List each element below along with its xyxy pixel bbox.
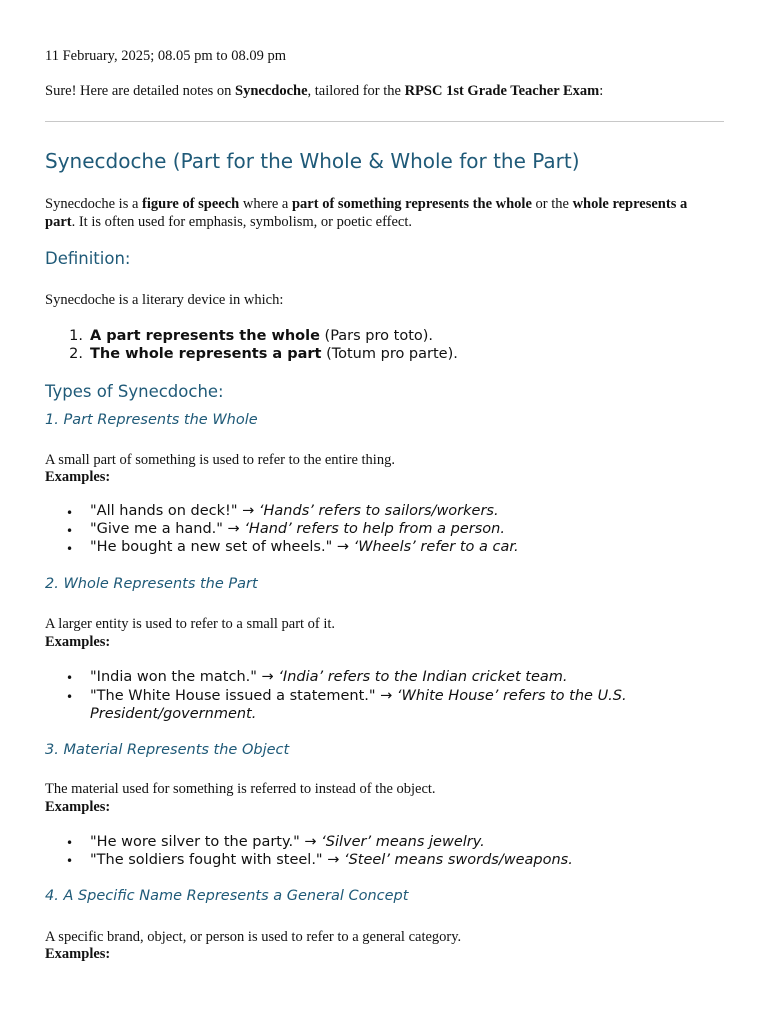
example-quote: "He bought a new set of wheels." → [90, 539, 354, 555]
example-note: ‘Hands’ refers to sailors/workers. [258, 503, 499, 519]
intro-topic: Synecdoche [235, 83, 308, 99]
examples-label-text: Examples: [45, 946, 111, 962]
example-item [90, 851, 573, 869]
example-quote: "He wore silver to the party." → [90, 834, 322, 850]
examples-label [45, 945, 110, 963]
desc-text: where a [239, 196, 292, 212]
example-note-continued: President/government. [90, 706, 257, 722]
list-item [45, 327, 433, 345]
example-note: ‘Wheels’ refer to a car. [353, 539, 519, 555]
example-quote: "The soldiers fought with steel." → [90, 852, 344, 868]
intro-exam: RPSC 1st Grade Teacher Exam [404, 83, 600, 99]
list-item-text: (Totum pro parte). [321, 346, 458, 362]
example-note: ‘Steel’ means swords/weapons. [343, 852, 573, 868]
example-item [90, 520, 505, 538]
desc-bold: whole represents a [572, 196, 688, 212]
list-number: 1. [69, 328, 83, 344]
types-heading: Types of Synecdoche: [45, 382, 224, 401]
examples-label-text: Examples: [45, 469, 111, 485]
list-item-bold: A part represents the whole [90, 328, 320, 344]
example-item [90, 502, 499, 520]
type-4-heading: 4. A Specific Name Represents a General Concept [45, 888, 409, 904]
example-quote: "The White House issued a statement." → [90, 688, 397, 704]
description-line-2 [45, 213, 412, 231]
bullet-icon: • [66, 854, 74, 868]
list-number: 2. [69, 346, 83, 362]
example-quote: "India won the match." → [90, 669, 279, 685]
desc-text: or the [531, 196, 573, 212]
description-line-1 [45, 195, 687, 213]
example-quote: "All hands on deck!" → [90, 503, 259, 519]
bullet-icon: • [66, 506, 74, 520]
example-item [90, 687, 627, 705]
desc-bold: figure of speech [142, 196, 240, 212]
desc-text: Synecdoche is a [45, 196, 143, 212]
type-4-text: A specific brand, object, or person is used to refer to a general category. [45, 929, 462, 945]
example-note: ‘Hand’ refers to help from a person. [244, 521, 505, 537]
desc-text: . It is often used for emphasis, symbolism, or poetic effect. [71, 214, 413, 230]
example-note: ‘White House’ refers to the U.S. [396, 688, 627, 704]
bullet-icon: • [66, 542, 74, 556]
intro-text: : [599, 83, 604, 99]
intro-line [45, 82, 603, 100]
type-2-text: A larger entity is used to refer to a small part of it. [45, 616, 336, 632]
list-item-bold: The whole represents a part [90, 346, 322, 362]
example-note: ‘Silver’ means jewelry. [321, 834, 485, 850]
example-quote: "Give me a hand." → [90, 521, 245, 537]
examples-label [45, 798, 110, 816]
page-title: Synecdoche (Part for the Whole & Whole for the Part) [45, 149, 580, 173]
bullet-icon: • [66, 671, 74, 685]
intro-text: Sure! Here are detailed notes on [45, 83, 236, 99]
example-item [90, 668, 567, 686]
desc-bold: part of something represents the whole [291, 196, 532, 212]
bullet-icon: • [66, 524, 74, 538]
example-note: ‘India’ refers to the Indian cricket team. [278, 669, 568, 685]
type-2-heading: 2. Whole Represents the Part [45, 576, 258, 592]
examples-label [45, 633, 110, 651]
type-3-text: The material used for something is referred to instead of the object. [45, 781, 436, 797]
examples-label-text: Examples: [45, 634, 111, 650]
timestamp: 11 February, 2025; 08.05 pm to 08.09 pm [45, 48, 286, 64]
definition-text: Synecdoche is a literary device in which: [45, 292, 284, 308]
type-3-heading: 3. Material Represents the Object [45, 742, 290, 758]
example-item [90, 538, 519, 556]
list-item-text: (Pars pro toto). [319, 328, 434, 344]
example-item [90, 833, 485, 851]
list-item [45, 345, 458, 363]
bullet-icon: • [66, 690, 74, 704]
bullet-icon: • [66, 836, 74, 850]
type-1-text: A small part of something is used to refer to the entire thing. [45, 452, 395, 468]
divider [45, 121, 724, 122]
examples-label-text: Examples: [45, 799, 111, 815]
type-1-heading: 1. Part Represents the Whole [45, 412, 258, 428]
examples-label [45, 468, 110, 486]
definition-heading: Definition: [45, 249, 131, 268]
desc-bold: part [45, 214, 72, 230]
intro-text: , tailored for the [307, 83, 405, 99]
